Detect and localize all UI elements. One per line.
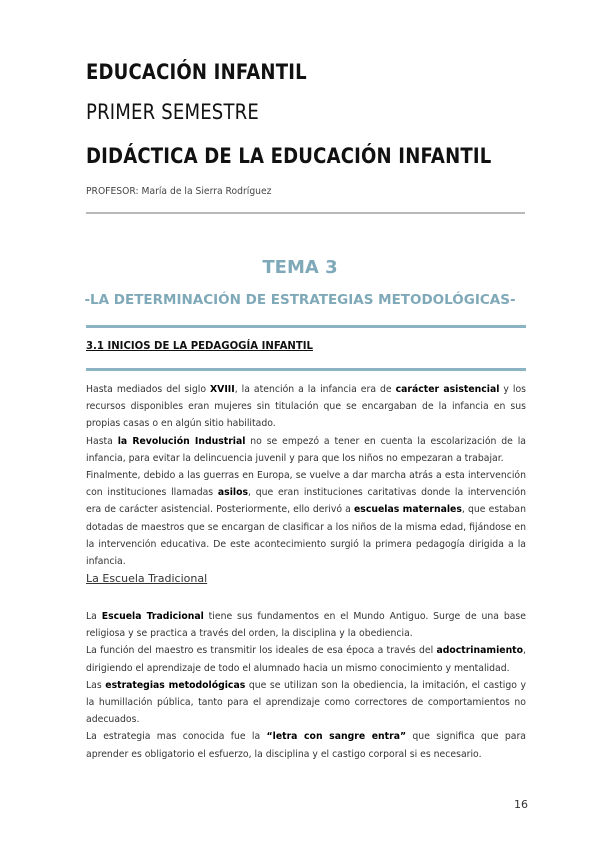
header-divider bbox=[86, 212, 525, 214]
subsection-title: La Escuela Tradicional bbox=[86, 572, 208, 585]
tema-title: TEMA 3 bbox=[262, 257, 338, 278]
page-number: 16 bbox=[514, 798, 528, 811]
section-title: 3.1 INICIOS DE LA PEDAGOGÍA INFANTIL bbox=[86, 339, 314, 352]
section-top-rule bbox=[86, 325, 526, 328]
paragraph-escuela-tradicional: La Escuela Tradicional tiene sus fundamentos en el Mundo Antiguo. Surge de una base religiosa y se practica a través del orden, la disciplina y la obediencia. La función del maestro es transmitir los ideales de esa época a través del adoctrinamiento, dirigiendo el aprendizaje de todo el alumnado hacia un mismo conocimiento y mentalidad. Las estrategias metodológicas que se utilizan son la obediencia, la imitación, el castigo y la humillación pública, tanto para el aprendizaje como correctores de comportamientos no adecuados. La estrategia mas conocida fue la “letra con sangre entra” que significa que para aprender es obligatorio el esfuerzo, la disciplina y el castigo corporal si es necesario. bbox=[86, 611, 526, 760]
professor-name: PROFESOR: María de la Sierra Rodríguez bbox=[86, 186, 272, 197]
section-bottom-rule bbox=[86, 368, 526, 371]
subject-title: DIDÁCTICA DE LA EDUCACIÓN INFANTIL bbox=[86, 144, 492, 168]
semester-title: PRIMER SEMESTRE bbox=[86, 100, 259, 124]
paragraph-inicios: Hasta mediados del siglo XVIII, la atención a la infancia era de carácter asistencial y los recursos disponibles eran mujeres sin titulación que se encargaban de la infancia en sus propias casas o en algún sitio habilitado. Hasta la Revolución Industrial no se empezó a tener en cuenta la escolarización de la infancia, para evitar la delincuencia juvenil y para que los niños no empezaran a trabajar. Finalmente, debido a las guerras en Europa, se vuelve a dar marcha atrás a esta intervención con instituciones llamadas asilos, que eran instituciones caritativas donde la intervención era de carácter asistencial. Posteriormente, ello derivó a escuelas maternales, que estaban dotadas de maestros que se encargan de clasificar a los niños de la misma edad, fijándose en la intervención educativa. De este acontecimiento surgió la primera pedagogía dirigida a la infancia. bbox=[86, 384, 526, 568]
course-title: EDUCACIÓN INFANTIL bbox=[86, 60, 307, 84]
tema-subtitle: -LA DETERMINACIÓN DE ESTRATEGIAS METODOLÓGICAS- bbox=[84, 292, 516, 308]
